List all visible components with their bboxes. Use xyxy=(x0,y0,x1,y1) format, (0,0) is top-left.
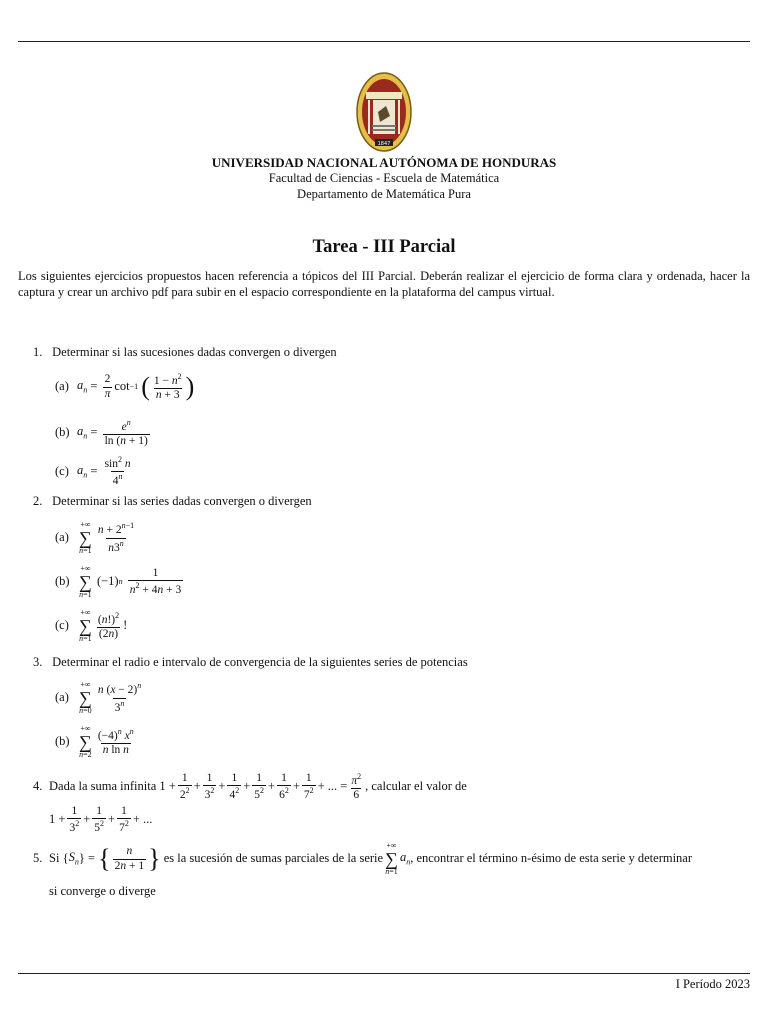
question-1b: (b) $a_n$ = $\frac{e^n}{\ln (n + 1)}$ xyxy=(55,418,148,448)
university-seal-logo xyxy=(356,72,412,152)
document-header xyxy=(0,155,768,203)
department-name: Departamento de Matemática Pura xyxy=(297,186,471,201)
question-2-text: Determinar si las series dadas convergen o divergen xyxy=(52,494,312,508)
university-name: UNIVERSIDAD NACIONAL AUTÓNOMA DE HONDURAS xyxy=(211,155,557,170)
top-rule xyxy=(18,41,750,42)
question-2a: (a) +∞ ∑ n=1 $\frac{n + 2^{n-1}}{n3^n}$ xyxy=(55,520,135,555)
footer-period: I Período 2023 xyxy=(675,977,750,991)
question-1-text: Determinar si las sucesiones dadas convergen o divergen xyxy=(52,345,337,359)
question-2c: (c) +∞ ∑ n=1 $\frac{(n!)^2}{(2n)}$ ! xyxy=(55,608,128,643)
intro-paragraph: Los siguientes ejercicios propuestos hacen referencia a tópicos del III Parcial. Deberán realizar el ejercicio de forma clara y ordenada, hacer la captura y crear un archivo pdf para subir en el espacio correspondiente en la plataforma del campus virtual. xyxy=(18,269,750,300)
question-3b: (b) +∞ ∑ n=2 $\frac{(-4)^n x^n}{\text{n ln n}}$ xyxy=(55,724,134,759)
bottom-rule xyxy=(18,973,750,974)
question-1a: (a) $a_n$ = $\frac{2}{\pi}$ cot −1 ( $\frac{1 - n^2}{n + 3}$ ) xyxy=(55,372,195,402)
question-1c: (c) $a_n$ = $\frac{\sin^2 n}{4^n}$ xyxy=(55,455,131,487)
question-4-target-sum: 1 + $\frac{1}{3^2}$ + $\frac{1}{5^2}$ + $\frac{1}{7^2}$ + ... xyxy=(49,805,153,835)
question-3-text: Determinar el radio e intervalo de convergencia de la siguientes series de potencias xyxy=(52,655,468,669)
question-3: 3. Determinar el radio e intervalo de convergencia de la siguientes series de potencias xyxy=(33,655,468,669)
question-2b: (b) +∞ ∑ n=1 (−1) n $\frac{1}{n^2 + 4n + 3}$ xyxy=(55,564,182,599)
question-1: 1. Determinar si las sucesiones dadas convergen o divergen xyxy=(33,345,337,359)
question-3a: (a) +∞ ∑ n=0 $\frac{n (x - 2)^n}{3^n}$ xyxy=(55,680,142,715)
question-4: 4. Dada la suma infinita 1 + $\frac{1}{2^2}$ + $\frac{1}{3^2}$ + $\frac{1}{4^2}$ + $\frac{1}{5^2}$ + $\frac{1}{6^2}$ + $\frac{1}{7^2}$ + ... = $\frac{\pi^2}{6}$ , calcular el valor de xyxy=(33,772,467,802)
question-5: 5. Si { $S_n$ } = { $\frac{n}{2n + 1}$ } es la sucesión de sumas parciales de la serie +∞ ∑ n=1 $a_n$ , encontrar el término n-ésimo de esta serie y determinar xyxy=(33,841,693,876)
question-2: 2. Determinar si las series dadas convergen o divergen xyxy=(33,494,312,508)
page-title: Tarea - III Parcial xyxy=(312,237,456,257)
svg-text:1847: 1847 xyxy=(377,141,391,147)
faculty-name: Facultad de Ciencias - Escuela de Matemática xyxy=(268,171,500,186)
question-5-continuation: si converge o diverge xyxy=(49,884,156,898)
